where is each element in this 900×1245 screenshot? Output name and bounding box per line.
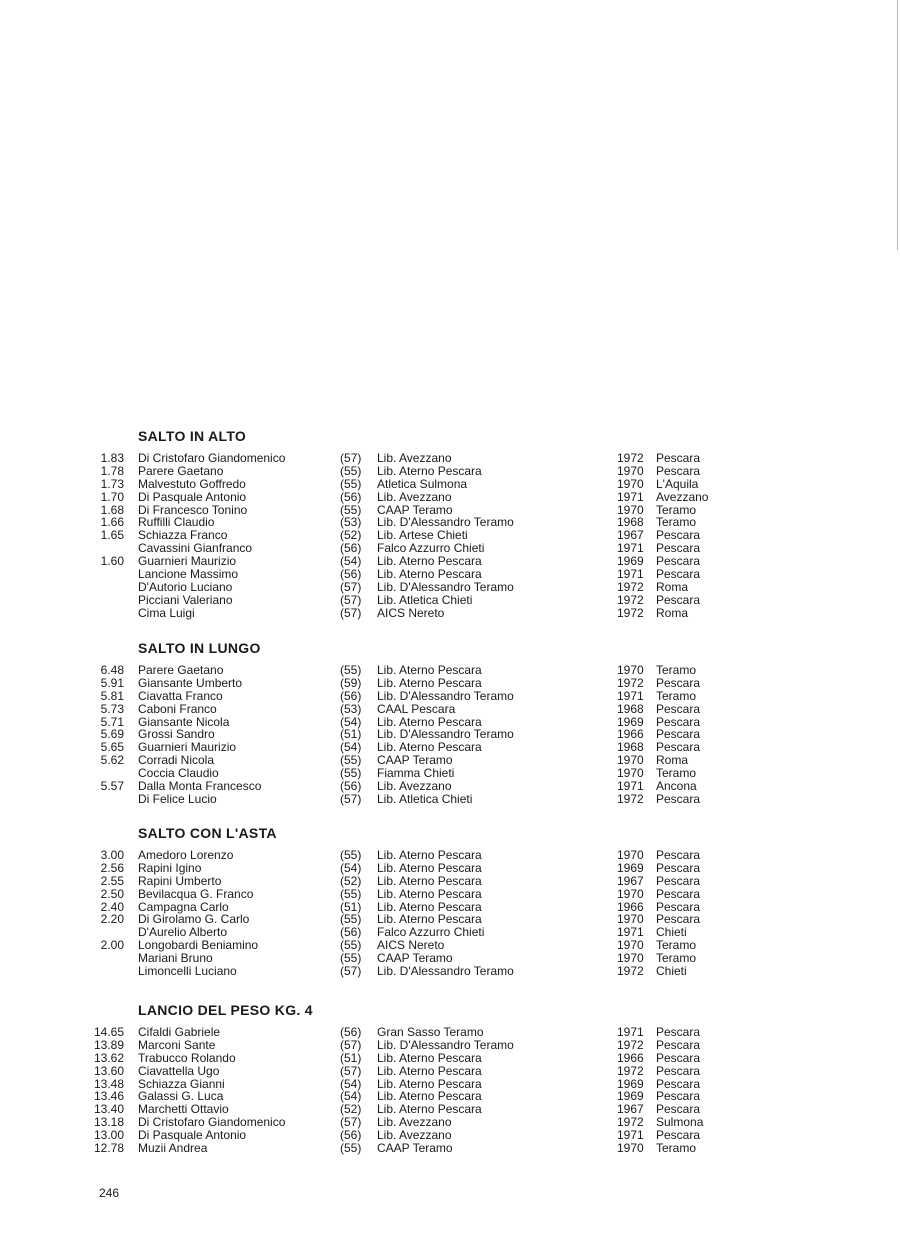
result-year: 1969: [617, 554, 644, 569]
birth-year: (56): [340, 1128, 362, 1143]
athlete-name: Coccia Claudio: [138, 766, 219, 781]
birth-year: (56): [340, 688, 362, 703]
club-name: Lib. Aterno Pescara: [377, 912, 482, 927]
result-year: 1967: [617, 528, 644, 543]
athlete-name: Di Pasquale Antonio: [138, 489, 247, 504]
venue: Teramo: [656, 688, 697, 703]
venue: Pescara: [656, 791, 701, 806]
club-name: Lib. Aterno Pescara: [377, 714, 482, 729]
club-name: Falco Azzurro Chieti: [377, 541, 485, 556]
performance: 2.00: [100, 938, 124, 953]
club-name: CAAP Teramo: [377, 1141, 453, 1156]
performance: 1.73: [100, 476, 124, 491]
birth-year: (52): [340, 528, 362, 543]
birth-year: (52): [340, 1102, 362, 1117]
result-year: 1972: [617, 1063, 644, 1078]
birth-year: (55): [340, 476, 362, 491]
birth-year: (55): [340, 663, 362, 677]
page-number: 246: [99, 1186, 120, 1200]
birth-year: (53): [340, 515, 362, 530]
birth-year: (57): [340, 605, 362, 620]
result-year: 1972: [617, 579, 644, 594]
athlete-name: Caboni Franco: [138, 701, 217, 716]
venue: Pescara: [656, 554, 701, 569]
club-name: Lib. Atletica Chieti: [377, 791, 473, 806]
club-name: Lib. Avezzano: [377, 779, 452, 794]
birth-year: (57): [340, 1063, 362, 1078]
section-title: LANCIO DEL PESO KG. 4: [138, 1002, 313, 1018]
results-table: [0, 1026, 900, 1155]
performance: 5.69: [100, 727, 124, 742]
athlete-name: Ruffilli Claudio: [138, 515, 215, 530]
venue: Pescara: [656, 567, 701, 582]
table-row: [0, 1026, 900, 1039]
birth-year: (55): [340, 463, 362, 478]
venue: Pescara: [656, 714, 701, 729]
club-name: Lib. Aterno Pescara: [377, 663, 482, 677]
result-year: 1972: [617, 964, 644, 979]
result-year: 1970: [617, 463, 644, 478]
venue: Pescara: [656, 463, 701, 478]
result-year: 1972: [617, 451, 644, 465]
performance: 12.78: [93, 1141, 124, 1156]
result-year: 1972: [617, 675, 644, 690]
club-name: Lib. D'Alessandro Teramo: [377, 579, 514, 594]
table-row: [0, 703, 900, 716]
birth-year: (52): [340, 873, 362, 888]
result-year: 1967: [617, 873, 644, 888]
venue: Teramo: [656, 766, 697, 781]
table-row: [0, 491, 900, 504]
birth-year: (51): [340, 1050, 362, 1065]
result-year: 1972: [617, 1115, 644, 1130]
venue: Teramo: [656, 938, 697, 953]
athlete-name: Malvestuto Goffredo: [138, 476, 246, 491]
result-year: 1971: [617, 688, 644, 703]
birth-year: (54): [340, 1089, 362, 1104]
result-year: 1972: [617, 592, 644, 607]
club-name: Lib. Aterno Pescara: [377, 463, 482, 478]
club-name: CAAP Teramo: [377, 753, 453, 768]
result-year: 1969: [617, 1076, 644, 1091]
table-row: [0, 965, 900, 978]
result-year: 1971: [617, 1025, 644, 1039]
performance: 5.91: [100, 675, 124, 690]
performance: 3.00: [100, 848, 124, 862]
result-year: 1971: [617, 779, 644, 794]
venue: Teramo: [656, 502, 697, 517]
birth-year: (56): [340, 541, 362, 556]
performance: 2.56: [100, 860, 124, 875]
result-year: 1969: [617, 1089, 644, 1104]
table-row: [0, 581, 900, 594]
birth-year: (57): [340, 791, 362, 806]
club-name: Lib. Aterno Pescara: [377, 1076, 482, 1091]
result-year: 1966: [617, 1050, 644, 1065]
club-name: Fiamma Chieti: [377, 766, 455, 781]
performance: 13.60: [93, 1063, 124, 1078]
club-name: Lib. Aterno Pescara: [377, 860, 482, 875]
athlete-name: Galassi G. Luca: [138, 1089, 224, 1104]
club-name: Gran Sasso Teramo: [377, 1025, 484, 1039]
athlete-name: Ciavatta Franco: [138, 688, 223, 703]
athlete-name: Muzii Andrea: [138, 1141, 208, 1156]
athlete-name: Mariani Bruno: [138, 951, 213, 966]
performance: 13.00: [93, 1128, 124, 1143]
performance: 13.62: [93, 1050, 124, 1065]
club-name: Lib. D'Alessandro Teramo: [377, 688, 514, 703]
club-name: CAAP Teramo: [377, 502, 453, 517]
table-row: [0, 1052, 900, 1065]
birth-year: (51): [340, 899, 362, 914]
athlete-name: Cavassini Gianfranco: [138, 541, 253, 556]
performance: 13.40: [93, 1102, 124, 1117]
athlete-name: Cifaldi Gabriele: [138, 1025, 221, 1039]
venue: Ancona: [656, 779, 697, 794]
venue: Pescara: [656, 1050, 701, 1065]
table-row: [0, 1065, 900, 1078]
venue: Teramo: [656, 1141, 697, 1156]
venue: Pescara: [656, 541, 701, 556]
venue: Pescara: [656, 701, 701, 716]
section-title: SALTO IN ALTO: [138, 428, 247, 444]
venue: Pescara: [656, 528, 701, 543]
table-row: [0, 465, 900, 478]
athlete-name: Ciavattella Ugo: [138, 1063, 220, 1078]
club-name: Lib. Aterno Pescara: [377, 554, 482, 569]
performance: 1.60: [100, 554, 124, 569]
venue: Pescara: [656, 912, 701, 927]
performance: 6.48: [100, 663, 124, 677]
performance: 13.48: [93, 1076, 124, 1091]
club-name: Lib. Aterno Pescara: [377, 740, 482, 755]
venue: Pescara: [656, 1037, 701, 1052]
result-year: 1970: [617, 886, 644, 901]
birth-year: (54): [340, 740, 362, 755]
club-name: Atletica Sulmona: [377, 476, 468, 491]
binding-edge-mark: [897, 0, 898, 250]
result-year: 1970: [617, 766, 644, 781]
venue: Pescara: [656, 1089, 701, 1104]
performance: 1.78: [100, 463, 124, 478]
birth-year: (56): [340, 925, 362, 940]
results-table: [0, 849, 900, 978]
result-year: 1971: [617, 1128, 644, 1143]
birth-year: (53): [340, 701, 362, 716]
table-row: [0, 568, 900, 581]
result-year: 1970: [617, 663, 644, 677]
performance: 1.68: [100, 502, 124, 517]
performance: 14.65: [93, 1025, 124, 1039]
birth-year: (55): [340, 753, 362, 768]
table-row: [0, 875, 900, 888]
venue: Teramo: [656, 663, 697, 677]
table-row: [0, 849, 900, 862]
table-row: [0, 793, 900, 806]
club-name: Lib. Aterno Pescara: [377, 899, 482, 914]
performance: 13.46: [93, 1089, 124, 1104]
club-name: Lib. D'Alessandro Teramo: [377, 1037, 514, 1052]
venue: Teramo: [656, 951, 697, 966]
performance: 5.65: [100, 740, 124, 755]
athlete-name: Rapini Igino: [138, 860, 202, 875]
club-name: CAAP Teramo: [377, 951, 453, 966]
birth-year: (57): [340, 1115, 362, 1130]
table-row: [0, 677, 900, 690]
birth-year: (55): [340, 886, 362, 901]
birth-year: (56): [340, 567, 362, 582]
athlete-name: Cima Luigi: [138, 605, 195, 620]
club-name: Lib. Atletica Chieti: [377, 592, 473, 607]
club-name: Falco Azzurro Chieti: [377, 925, 485, 940]
performance: 1.83: [100, 451, 124, 465]
result-year: 1969: [617, 714, 644, 729]
club-name: Lib. D'Alessandro Teramo: [377, 727, 514, 742]
athlete-name: Di Girolamo G. Carlo: [138, 912, 250, 927]
result-year: 1970: [617, 502, 644, 517]
result-year: 1968: [617, 515, 644, 530]
athlete-name: Rapini Umberto: [138, 873, 222, 888]
performance: 2.55: [100, 873, 124, 888]
venue: Sulmona: [656, 1115, 704, 1130]
club-name: Lib. Aterno Pescara: [377, 1063, 482, 1078]
athlete-name: Amedoro Lorenzo: [138, 848, 234, 862]
venue: Pescara: [656, 727, 701, 742]
athlete-name: Marchetti Ottavio: [138, 1102, 229, 1117]
result-year: 1971: [617, 925, 644, 940]
athlete-name: Schiazza Gianni: [138, 1076, 225, 1091]
venue: L'Aquila: [656, 476, 699, 491]
club-name: Lib. Aterno Pescara: [377, 886, 482, 901]
athlete-name: Schiazza Franco: [138, 528, 228, 543]
result-year: 1966: [617, 727, 644, 742]
performance: 13.89: [93, 1037, 124, 1052]
result-year: 1972: [617, 1037, 644, 1052]
birth-year: (55): [340, 766, 362, 781]
club-name: Lib. Avezzano: [377, 1115, 452, 1130]
table-row: [0, 926, 900, 939]
table-row: [0, 888, 900, 901]
club-name: AICS Nereto: [377, 605, 445, 620]
result-year: 1967: [617, 1102, 644, 1117]
result-year: 1971: [617, 541, 644, 556]
table-row: [0, 478, 900, 491]
athlete-name: Lancione Massimo: [138, 567, 239, 582]
birth-year: (51): [340, 727, 362, 742]
section-title: SALTO CON L'ASTA: [138, 825, 277, 841]
result-year: 1972: [617, 791, 644, 806]
table-row: [0, 1142, 900, 1155]
birth-year: (54): [340, 554, 362, 569]
venue: Pescara: [656, 848, 701, 862]
performance: 5.57: [100, 779, 124, 794]
club-name: Lib. Avezzano: [377, 489, 452, 504]
venue: Pescara: [656, 860, 701, 875]
athlete-name: Longobardi Beniamino: [138, 938, 259, 953]
performance: 2.50: [100, 886, 124, 901]
venue: Pescara: [656, 1063, 701, 1078]
result-year: 1968: [617, 701, 644, 716]
birth-year: (57): [340, 592, 362, 607]
club-name: CAAL Pescara: [377, 701, 456, 716]
result-year: 1968: [617, 740, 644, 755]
result-year: 1970: [617, 476, 644, 491]
athlete-name: Giansante Umberto: [138, 675, 243, 690]
performance: 5.81: [100, 688, 124, 703]
table-row: [0, 452, 900, 465]
athlete-name: Corradi Nicola: [138, 753, 215, 768]
birth-year: (54): [340, 714, 362, 729]
birth-year: (55): [340, 938, 362, 953]
athlete-name: Bevilacqua G. Franco: [138, 886, 254, 901]
venue: Pescara: [656, 899, 701, 914]
venue: Pescara: [656, 740, 701, 755]
club-name: Lib. Avezzano: [377, 451, 452, 465]
birth-year: (55): [340, 951, 362, 966]
birth-year: (55): [340, 1141, 362, 1156]
performance: 1.65: [100, 528, 124, 543]
athlete-name: Picciani Valeriano: [138, 592, 233, 607]
athlete-name: Di Cristofaro Giandomenico: [138, 1115, 286, 1130]
birth-year: (57): [340, 964, 362, 979]
birth-year: (56): [340, 1025, 362, 1039]
performance: 1.70: [100, 489, 124, 504]
venue: Pescara: [656, 592, 701, 607]
venue: Roma: [656, 605, 689, 620]
athlete-name: Limoncelli Luciano: [138, 964, 237, 979]
table-row: [0, 780, 900, 793]
result-year: 1970: [617, 753, 644, 768]
venue: Pescara: [656, 675, 701, 690]
birth-year: (56): [340, 489, 362, 504]
performance: 2.20: [100, 912, 124, 927]
results-table: [0, 452, 900, 620]
club-name: Lib. Aterno Pescara: [377, 1089, 482, 1104]
venue: Pescara: [656, 451, 701, 465]
table-row: [0, 607, 900, 620]
birth-year: (54): [340, 860, 362, 875]
birth-year: (55): [340, 502, 362, 517]
venue: Chieti: [656, 925, 687, 940]
venue: Chieti: [656, 964, 687, 979]
birth-year: (56): [340, 779, 362, 794]
club-name: Lib. Avezzano: [377, 1128, 452, 1143]
table-row: [0, 1039, 900, 1052]
club-name: Lib. Artese Chieti: [377, 528, 468, 543]
athlete-name: Parere Gaetano: [138, 663, 224, 677]
club-name: Lib. D'Alessandro Teramo: [377, 515, 514, 530]
section-title: SALTO IN LUNGO: [138, 640, 261, 656]
athlete-name: Parere Gaetano: [138, 463, 224, 478]
result-year: 1966: [617, 899, 644, 914]
performance: 5.62: [100, 753, 124, 768]
table-row: [0, 594, 900, 607]
club-name: AICS Nereto: [377, 938, 445, 953]
club-name: Lib. Aterno Pescara: [377, 873, 482, 888]
athlete-name: Grossi Sandro: [138, 727, 215, 742]
venue: Avezzano: [656, 489, 709, 504]
venue: Roma: [656, 753, 689, 768]
venue: Roma: [656, 579, 689, 594]
result-year: 1970: [617, 951, 644, 966]
venue: Pescara: [656, 1102, 701, 1117]
venue: Pescara: [656, 1128, 701, 1143]
venue: Pescara: [656, 1076, 701, 1091]
athlete-name: Dalla Monta Francesco: [138, 779, 262, 794]
birth-year: (54): [340, 1076, 362, 1091]
performance: 5.71: [100, 714, 124, 729]
athlete-name: Giansante Nicola: [138, 714, 230, 729]
club-name: Lib. Aterno Pescara: [377, 1050, 482, 1065]
club-name: Lib. Aterno Pescara: [377, 567, 482, 582]
birth-year: (57): [340, 579, 362, 594]
results-table: [0, 664, 900, 806]
athlete-name: Di Pasquale Antonio: [138, 1128, 247, 1143]
athlete-name: D'Aurelio Alberto: [138, 925, 228, 940]
result-year: 1970: [617, 938, 644, 953]
birth-year: (57): [340, 1037, 362, 1052]
birth-year: (55): [340, 912, 362, 927]
athlete-name: Marconi Sante: [138, 1037, 216, 1052]
birth-year: (59): [340, 675, 362, 690]
venue: Pescara: [656, 886, 701, 901]
table-row: [0, 664, 900, 677]
birth-year: (55): [340, 848, 362, 862]
club-name: Lib. Aterno Pescara: [377, 848, 482, 862]
athlete-name: Di Cristofaro Giandomenico: [138, 451, 286, 465]
venue: Pescara: [656, 873, 701, 888]
club-name: Lib. Aterno Pescara: [377, 675, 482, 690]
performance: 13.18: [93, 1115, 124, 1130]
venue: Teramo: [656, 515, 697, 530]
athlete-name: Di Felice Lucio: [138, 791, 217, 806]
venue: Pescara: [656, 1025, 701, 1039]
club-name: Lib. Aterno Pescara: [377, 1102, 482, 1117]
performance: 2.40: [100, 899, 124, 914]
athlete-name: Trabucco Rolando: [138, 1050, 236, 1065]
club-name: Lib. D'Alessandro Teramo: [377, 964, 514, 979]
result-year: 1969: [617, 860, 644, 875]
result-year: 1970: [617, 848, 644, 862]
performance: 5.73: [100, 701, 124, 716]
athlete-name: Campagna Carlo: [138, 899, 229, 914]
result-year: 1970: [617, 912, 644, 927]
result-year: 1971: [617, 567, 644, 582]
result-year: 1971: [617, 489, 644, 504]
athlete-name: Di Francesco Tonino: [138, 502, 248, 517]
athlete-name: Guarnieri Maurizio: [138, 554, 237, 569]
performance: 1.66: [100, 515, 124, 530]
result-year: 1970: [617, 1141, 644, 1156]
athlete-name: Guarnieri Maurizio: [138, 740, 237, 755]
table-row: [0, 862, 900, 875]
result-year: 1972: [617, 605, 644, 620]
birth-year: (57): [340, 451, 362, 465]
table-row: [0, 690, 900, 703]
athlete-name: D'Autorio Luciano: [138, 579, 233, 594]
